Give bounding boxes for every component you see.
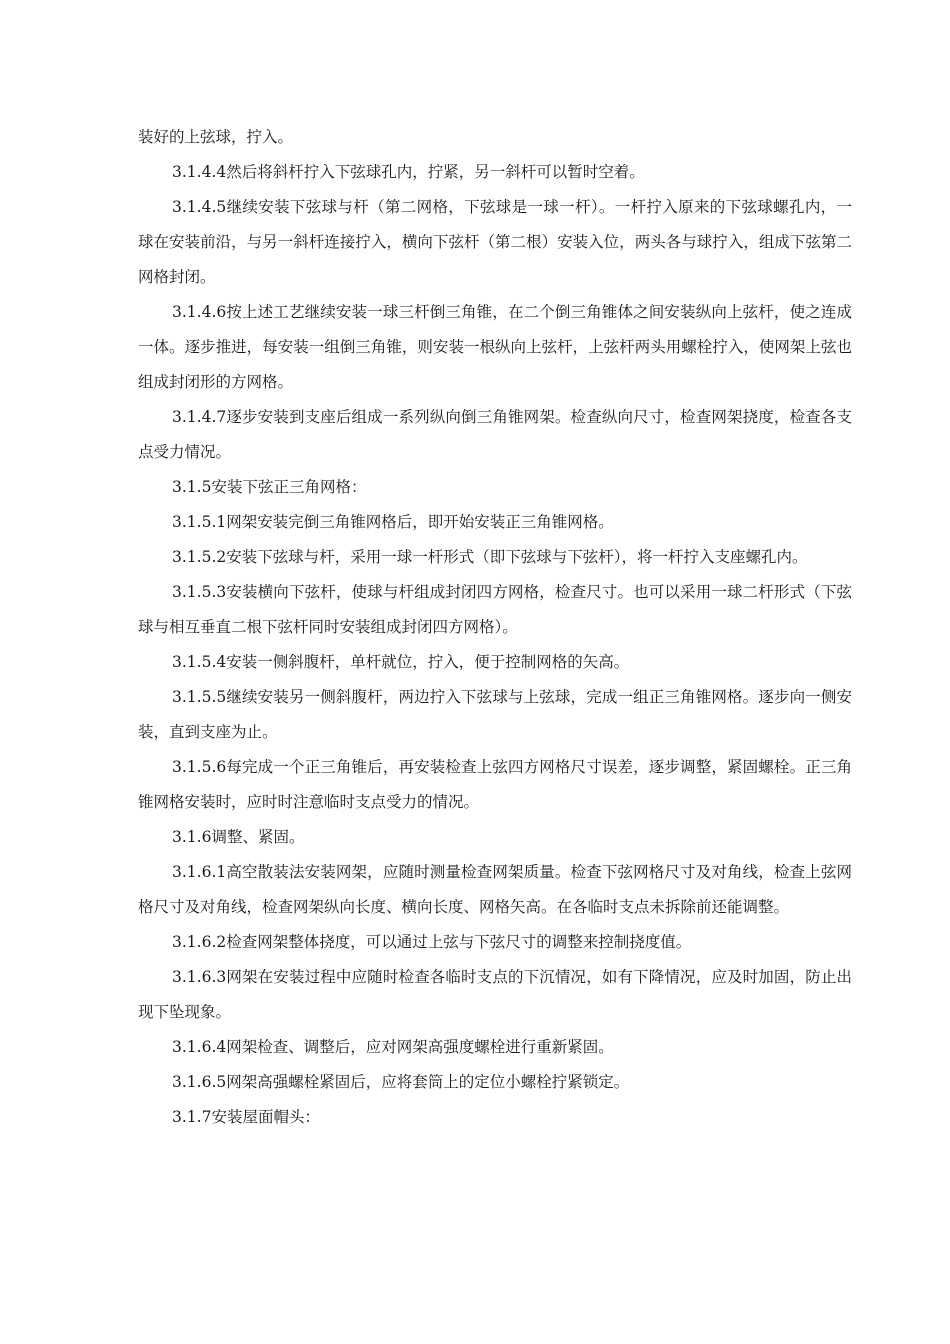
document-body <box>138 120 852 1135</box>
paragraph: 3.1.6.5网架高强螺栓紧固后，应将套筒上的定位小螺栓拧紧锁定。 <box>172 1073 630 1091</box>
paragraph: 3.1.4.6按上述工艺继续安装一球三杆倒三角锥，在二个倒三角锥体之间安装纵向上弦杆，使之连成一体。逐步推进，每安装一组倒三角锥，则安装一根纵向上弦杆，上弦杆两头用螺栓拧入，使网架上弦也组成封闭形的方网格。 <box>138 303 852 391</box>
section-heading: 3.1.7安装屋面帽头： <box>172 1108 320 1126</box>
paragraph: 3.1.6.1高空散装法安装网架，应随时测量检查网架质量。检查下弦网格尺寸及对角线，检查上弦网格尺寸及对角线，检查网架纵向长度、横向长度、网格矢高。在各临时支点未拆除前还能调整。 <box>138 863 852 916</box>
section-heading: 3.1.6调整、紧固。 <box>172 828 305 846</box>
paragraph: 3.1.5.1网架安装完倒三角锥网格后，即开始安装正三角锥网格。 <box>172 513 614 531</box>
paragraph: 3.1.5.5继续安装另一侧斜腹杆，两边拧入下弦球与上弦球，完成一组正三角锥网格。逐步向一侧安装，直到支座为止。 <box>138 688 852 741</box>
paragraph: 3.1.6.2检查网架整体挠度，可以通过上弦与下弦尺寸的调整来控制挠度值。 <box>172 933 692 951</box>
paragraph: 3.1.4.7逐步安装到支座后组成一系列纵向倒三角锥网架。检查纵向尺寸，检查网架挠度，检查各支点受力情况。 <box>138 408 852 461</box>
paragraph: 3.1.5.6每完成一个正三角锥后，再安装检查上弦四方网格尺寸误差，逐步调整，紧固螺栓。正三角锥网格安装时，应时时注意临时支点受力的情况。 <box>138 758 852 811</box>
section-heading: 3.1.5安装下弦正三角网格： <box>172 478 367 496</box>
paragraph: 3.1.4.5继续安装下弦球与杆（第二网格，下弦球是一球一杆）。一杆拧入原来的下弦球螺孔内，一球在安装前沿，与另一斜杆连接拧入，横向下弦杆（第二根）安装入位，两头各与球拧入，组成下弦第二网格封闭。 <box>138 198 852 286</box>
paragraph: 3.1.5.2安装下弦球与杆，采用一球一杆形式（即下弦球与下弦杆），将一杆拧入支座螺孔内。 <box>172 548 808 566</box>
paragraph: 3.1.5.3安装横向下弦杆，使球与杆组成封闭四方网格，检查尺寸。也可以采用一球二杆形式（下弦球与相互垂直二根下弦杆同时安装组成封闭四方网格）。 <box>138 583 852 636</box>
paragraph: 3.1.4.4然后将斜杆拧入下弦球孔内，拧紧，另一斜杆可以暂时空着。 <box>172 163 645 181</box>
paragraph: 装好的上弦球，拧入。 <box>138 128 294 146</box>
paragraph: 3.1.5.4安装一侧斜腹杆，单杆就位，拧入，便于控制网格的矢高。 <box>172 653 630 671</box>
paragraph: 3.1.6.4网架检查、调整后，应对网架高强度螺栓进行重新紧固。 <box>172 1038 614 1056</box>
paragraph: 3.1.6.3网架在安装过程中应随时检查各临时支点的下沉情况，如有下降情况，应及时加固，防止出现下坠现象。 <box>138 968 852 1021</box>
